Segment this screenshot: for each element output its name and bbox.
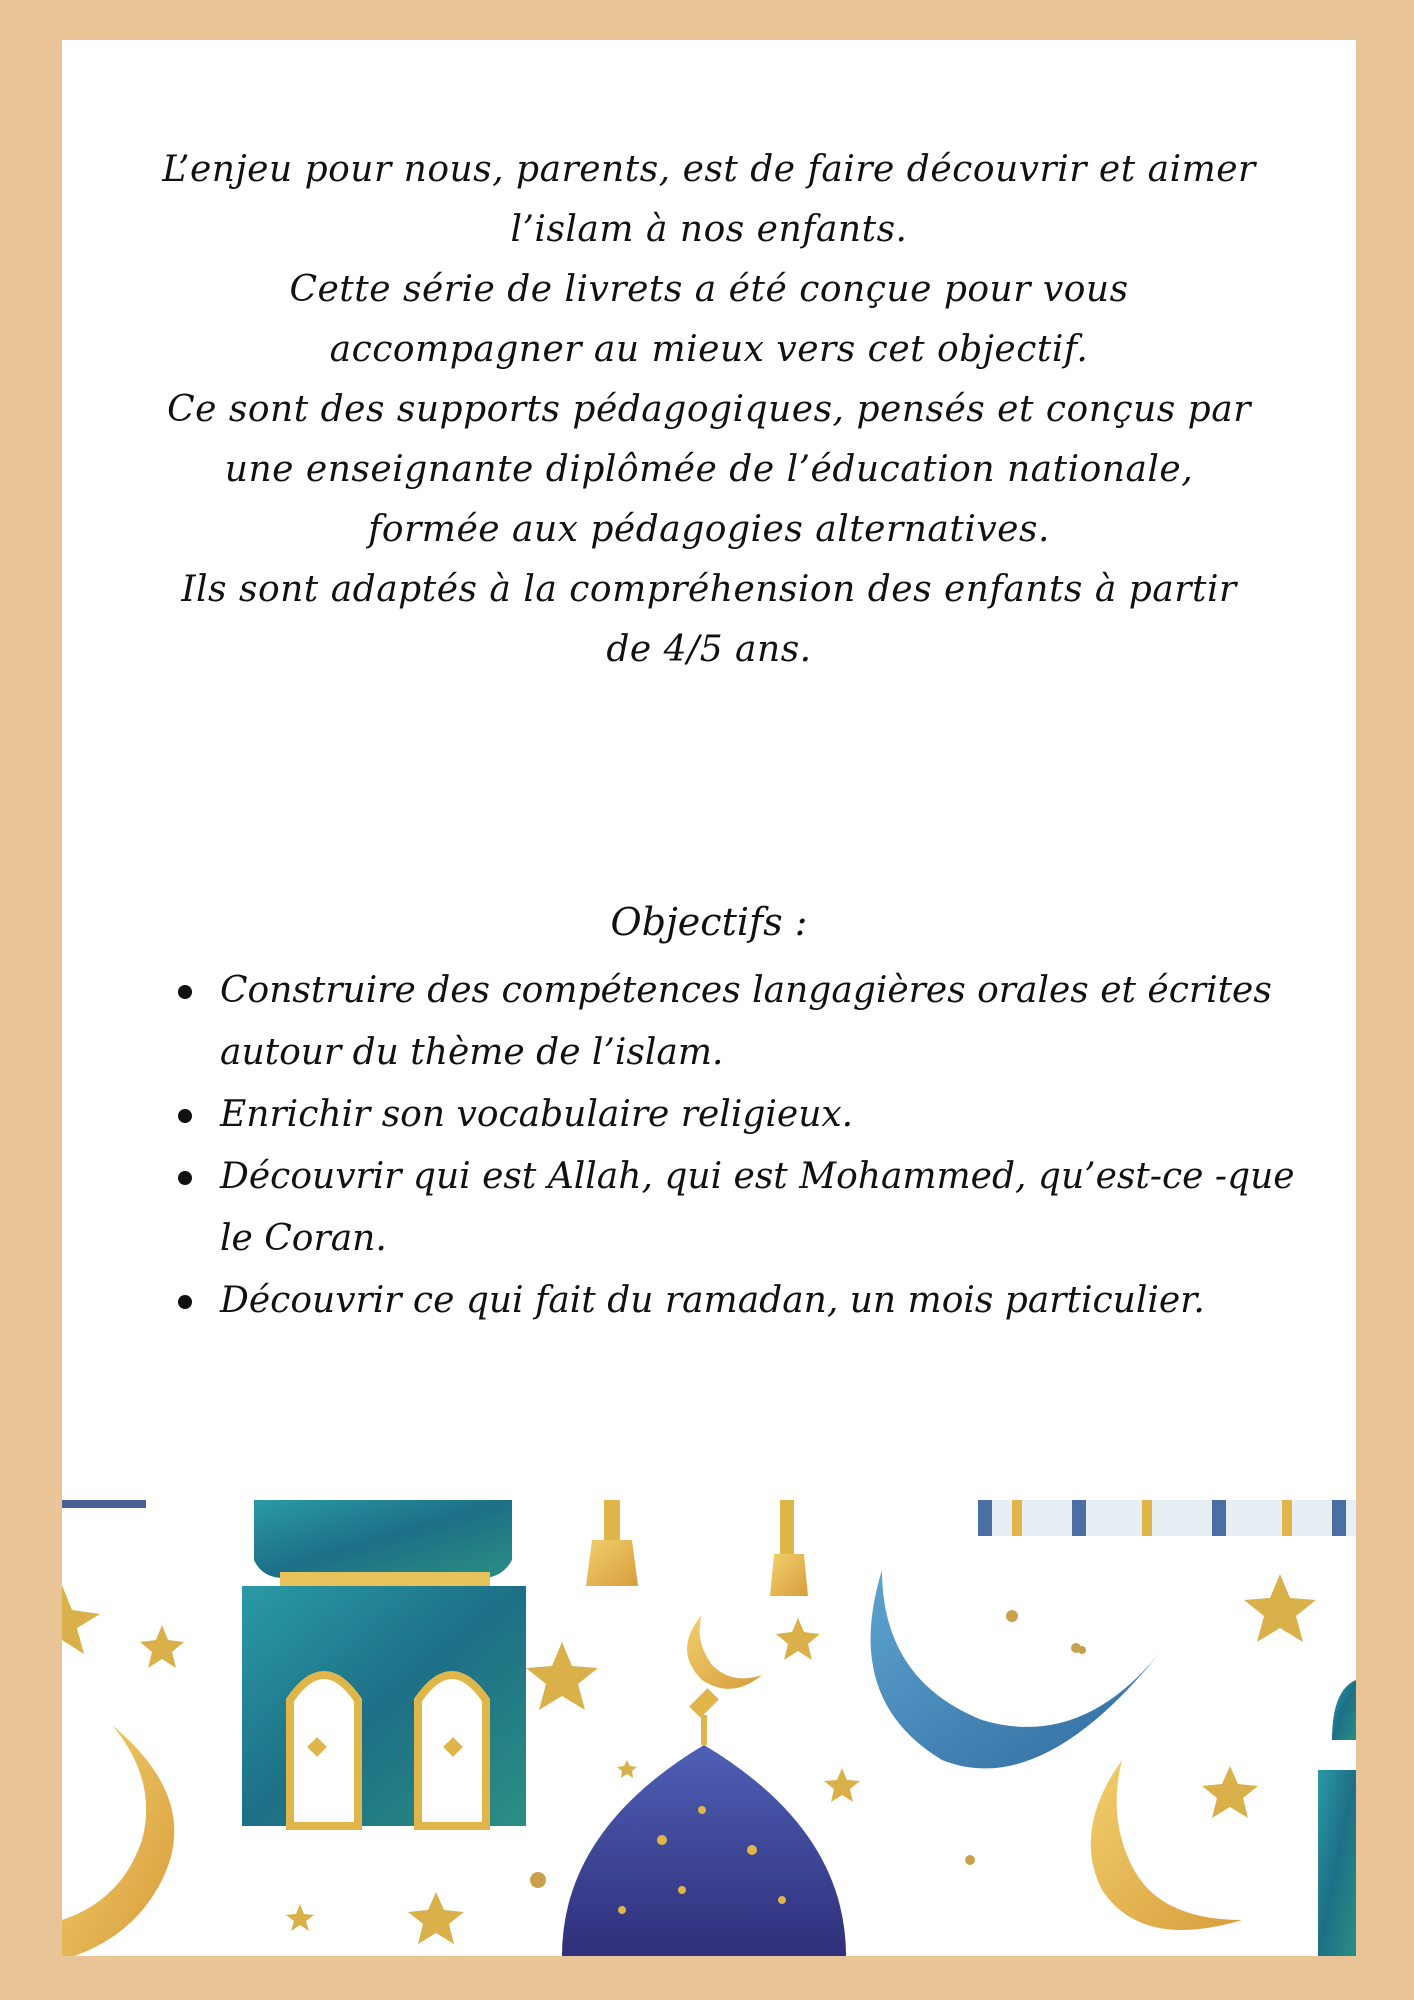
objective-item xyxy=(172,1084,1332,1146)
star-icon xyxy=(140,1625,184,1668)
objective-text: Construire des compétences langagières orales et écrites autour du thème de l’islam. xyxy=(220,970,1272,1073)
lantern-icon xyxy=(586,1500,638,1586)
star-icon xyxy=(408,1892,464,1944)
star-icon xyxy=(776,1618,820,1660)
bullet-icon xyxy=(178,1109,192,1123)
document-page xyxy=(62,40,1356,1956)
intro-text xyxy=(162,140,1256,680)
objectives-heading: Objectifs : xyxy=(610,900,808,944)
mosque-tower-icon xyxy=(242,1500,526,1826)
objectives-list xyxy=(172,960,1332,1332)
crescent-moon-icon xyxy=(687,1615,762,1689)
star-icon xyxy=(286,1904,314,1931)
ramadan-illustration xyxy=(62,1500,1356,1956)
mosque-dome-icon xyxy=(562,1688,846,1956)
objective-text: Découvrir ce qui fait du ramadan, un mois particulier. xyxy=(220,1280,1205,1321)
intro-paragraph-4: Ils sont adaptés à la compréhension des enfants à partir de 4/5 ans. xyxy=(181,569,1237,670)
intro-paragraph-2: Cette série de livrets a été conçue pour vous accompagner au mieux vers cet objectif. xyxy=(289,269,1129,370)
bullet-icon xyxy=(178,985,192,999)
intro-paragraph-1: L’enjeu pour nous, parents, est de faire découvrir et aimer l’islam à nos enfants. xyxy=(162,149,1256,250)
star-icon xyxy=(824,1768,860,1802)
pattern-band xyxy=(62,1500,146,1508)
bullet-icon xyxy=(178,1295,192,1309)
star-icon xyxy=(1202,1766,1258,1818)
objective-text: Découvrir qui est Allah, qui est Mohammed, qu’est-ce -que le Coran. xyxy=(220,1156,1295,1259)
star-icon xyxy=(617,1760,637,1778)
objective-item xyxy=(172,960,1332,1084)
objective-item xyxy=(172,1270,1332,1332)
pattern-band xyxy=(978,1500,1356,1536)
objective-text: Enrichir son vocabulaire religieux. xyxy=(220,1094,854,1135)
lantern-icon xyxy=(770,1500,808,1596)
intro-paragraph-3: Ce sont des supports pédagogiques, pensés et conçus par une enseignante diplômée de l’éducation nationale, formée aux pédagogies alternatives. xyxy=(167,389,1251,550)
mosque-tower-icon xyxy=(1318,1680,1356,1956)
crescent-moon-icon xyxy=(62,1725,174,1956)
star-icon xyxy=(62,1585,100,1654)
crescent-moon-icon xyxy=(871,1570,1162,1768)
objective-item xyxy=(172,1146,1332,1270)
bullet-icon xyxy=(178,1171,192,1185)
star-icon xyxy=(1244,1574,1316,1642)
star-icon xyxy=(526,1642,598,1710)
